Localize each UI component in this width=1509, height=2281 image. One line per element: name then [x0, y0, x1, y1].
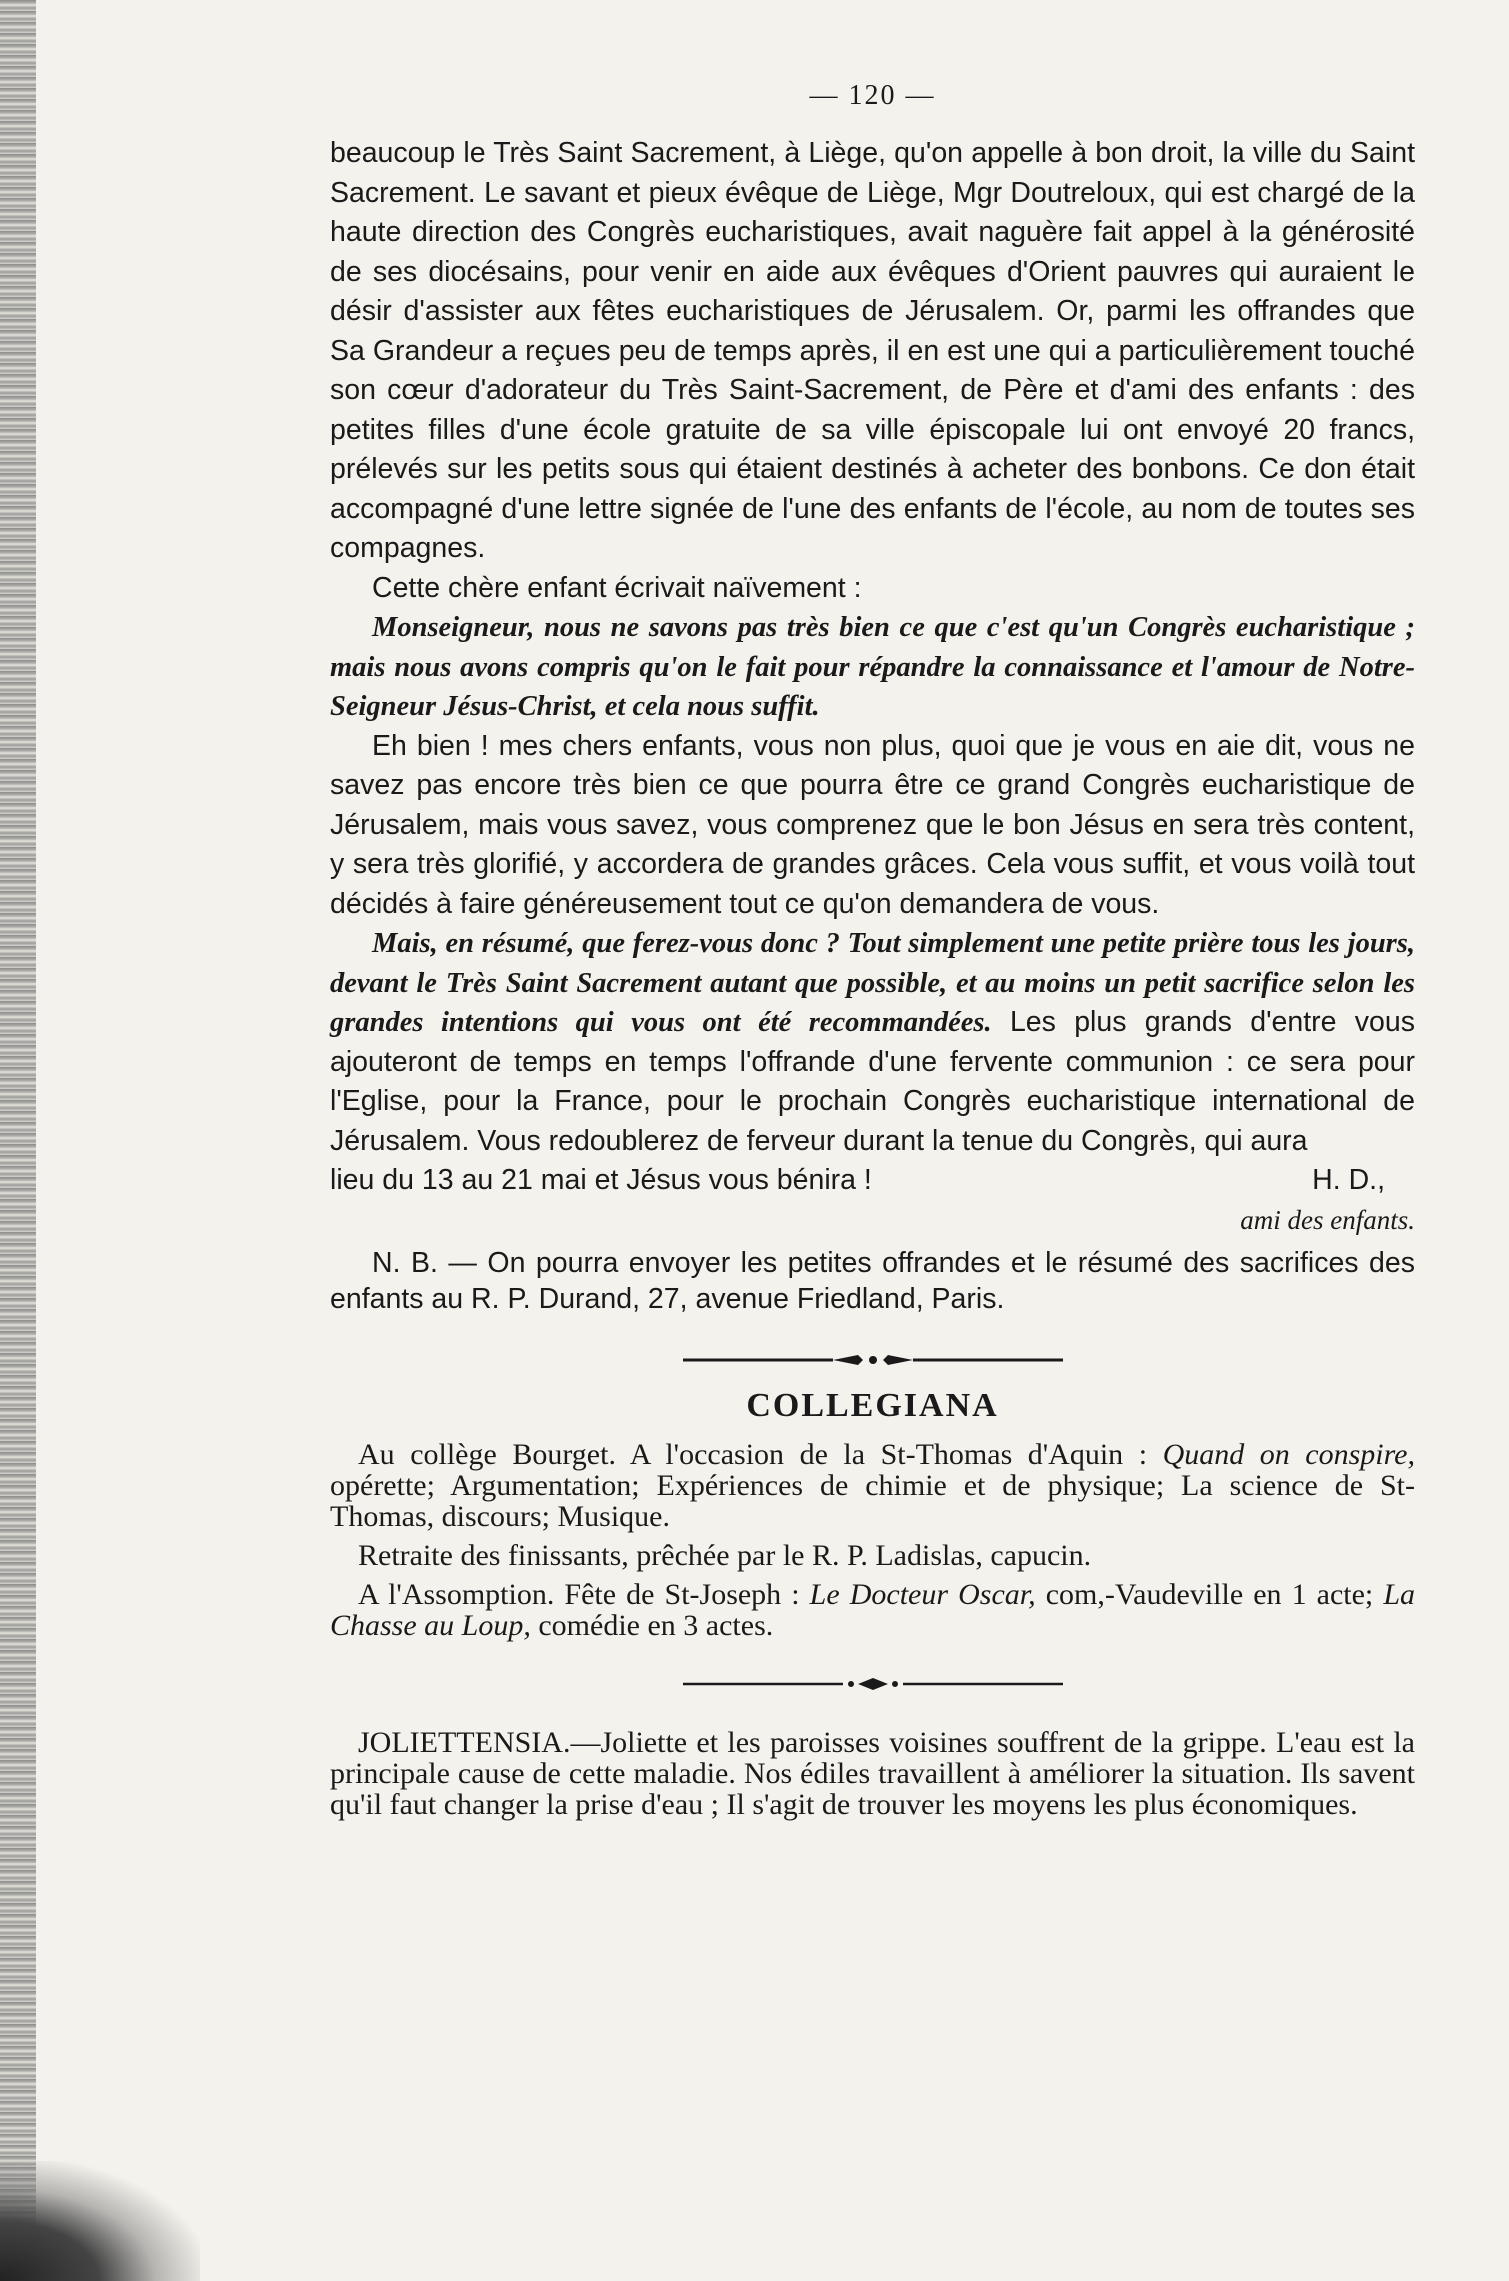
- article-paragraph-1: beaucoup le Très Saint Sacrement, à Liège, qu'on appelle à bon droit, la ville du Saint Sacrement. Le savant et pieux évêque de Liège, Mgr Doutreloux, qui est chargé de la haute direction des Congrès eucharistiques, avait naguère fait appel à la générosité de ses diocésains, pour venir en aide aux évêques d'Orient pauvres qui auraient le désir d'assister aux fêtes eucharistiques de Jérusalem. Or, parmi les offrandes que Sa Grandeur a reçues peu de temps après, il en est une qui a particulièrement touché son cœur d'adorateur du Très Saint-Sacrement, de Père et d'ami des enfants : des petites filles d'une école gratuite de sa ville épiscopale lui ont envoyé 20 francs, prélevés sur les petits sous qui étaient destinés à acheter des bonbons. Ce don était accompagné d'une lettre signée de l'une des enfants de l'école, au nom de toutes ses compagnes.: [330, 137, 1415, 564]
- page-number: — 120 —: [809, 80, 936, 111]
- collegiana-p1-rest: opérette; Argumentation; Expériences de chimie et de physique; La science de St-Thomas, discours; Musique.: [330, 1468, 1415, 1533]
- collegiana-heading: COLLEGIANA: [746, 1386, 999, 1424]
- collegiana-p3-mid: com,-Vaudeville en 1 acte;: [1045, 1577, 1374, 1611]
- scan-binding-edge: [0, 0, 36, 2281]
- document-page: [330, 80, 1415, 1828]
- ornamental-divider-1: [330, 1343, 1415, 1377]
- collegiana-paragraph-3: [330, 1579, 1415, 1641]
- article-paragraph-5-italic: Mais, en résumé, que ferez-vous donc ? Tout simplement une petite prière tous les jours, devant le Très Saint Sacrement autant que possible, et au moins un petit sacrifice selon les grandes intentions qui vous ont été recommandées.: [330, 928, 1415, 1038]
- article-letter-quote: Monseigneur, nous ne savons pas très bien ce que c'est qu'un Congrès eucharistique ; mais nous avons compris qu'on le fait pour répandre la connaissance et l'amour de Notre-Seigneur Jésus-Christ, et cela nous suffit.: [330, 612, 1415, 722]
- collegiana-p3-play1: Le Docteur Oscar,: [809, 1577, 1036, 1611]
- nota-bene: N. B. — On pourra envoyer les petites offrandes et le résumé des sacrifices des enfants au R. P. Durand, 27, avenue Friedland, Paris.: [330, 1246, 1415, 1315]
- article-paragraph-5-rest: Les plus grands d'entre vous ajouteront de temps en temps l'offrande d'une fervente communion : ce sera pour l'Eglise, pour la France, pour le prochain Congrès eucharistique international de Jérusalem. Vous redoublerez de ferveur durant la tenue du Congrès, qui aura: [330, 1006, 1415, 1157]
- ornament-rule-icon: [683, 1350, 1063, 1370]
- article-paragraph-5: [330, 924, 1415, 1161]
- signature-name: H. D.,: [1312, 1164, 1385, 1196]
- article-paragraph-4: Eh bien ! mes chers enfants, vous non plus, quoi que je vous en aie dit, vous ne savez pas encore très bien ce que pourra être ce grand Congrès eucharistique de Jérusalem, mais vous savez, vous comprenez que le bon Jésus en sera très content, y sera très glorifié, y accordera de grandes grâces. Cela vous suffit, et vous voilà tout décidés à faire généreusement tout ce qu'on demandera de vous.: [330, 729, 1415, 920]
- scan-corner-shadow: [0, 2161, 200, 2281]
- collegiana-p3-play2: La Chasse au Loup,: [330, 1577, 1416, 1642]
- collegiana-p3-end: comédie en 3 actes.: [538, 1608, 774, 1642]
- article-paragraph-2: Cette chère enfant écrivait naïvement :: [372, 571, 862, 604]
- article-paragraph-5-last: lieu du 13 au 21 mai et Jésus vous bénira !: [330, 1164, 872, 1196]
- collegiana-p3-start: A l'Assomption. Fête de St-Joseph :: [358, 1577, 800, 1611]
- collegiana-paragraph-2: Retraite des finissants, prêchée par le R. P. Ladislas, capucin.: [358, 1538, 1092, 1572]
- ornamental-divider-2: [330, 1667, 1415, 1701]
- collegiana-paragraph-1: [330, 1439, 1415, 1532]
- collegiana-p1-start: Au collège Bourget. A l'occasion de la St-Thomas d'Aquin :: [358, 1437, 1148, 1471]
- joliettensia-paragraph: JOLIETTENSIA.—Joliette et les paroisses voisines souffrent de la grippe. L'eau est la principale cause de cette maladie. Nos édiles travaillent à améliorer la situation. Ils savent qu'il faut changer la prise d'eau ; Il s'agit de trouver les moyens les plus économiques.: [330, 1725, 1415, 1821]
- collegiana-p1-play: Quand on conspire,: [1162, 1437, 1415, 1471]
- signature-title: ami des enfants.: [1240, 1204, 1415, 1235]
- ornament-rule-icon: [683, 1674, 1063, 1694]
- signature-line: [330, 1161, 1415, 1201]
